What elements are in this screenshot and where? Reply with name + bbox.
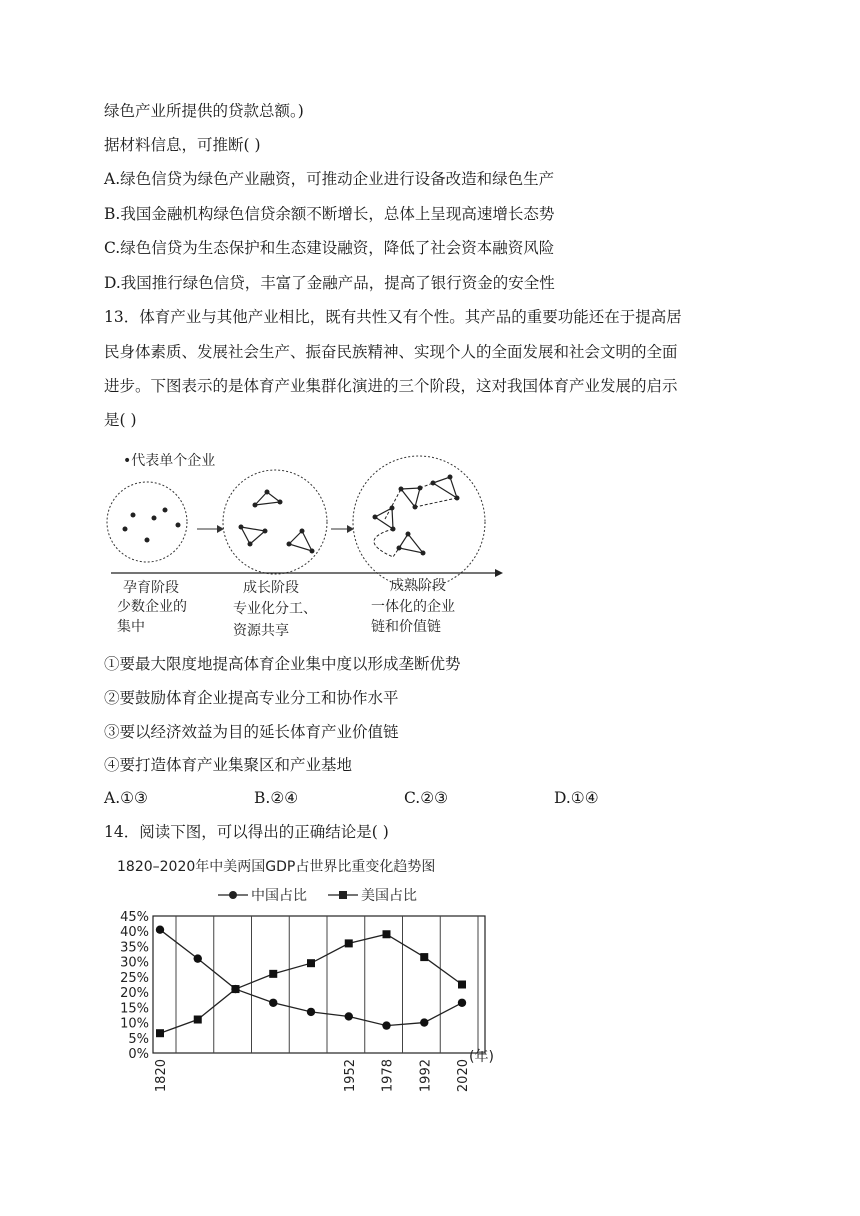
stage3-title: 成熟阶段 bbox=[390, 578, 446, 594]
legend-usa: 美国占比 bbox=[361, 888, 417, 904]
y-tick-label: 10% bbox=[120, 1016, 149, 1032]
y-tick-label: 40% bbox=[120, 925, 149, 941]
option-d: D.我国推行绿色信贷，丰富了金融产品，提高了银行资金的安全性 bbox=[104, 274, 555, 292]
stage3-chain bbox=[375, 477, 457, 553]
option-c: C.绿色信贷为生态保护和生态建设融资，降低了社会资本融资风险 bbox=[104, 239, 555, 257]
china-point bbox=[345, 1012, 353, 1020]
y-tick-label: 25% bbox=[120, 970, 149, 986]
china-point bbox=[194, 954, 202, 962]
china-point bbox=[156, 926, 164, 934]
arrow-icon bbox=[217, 525, 224, 533]
y-tick-label: 0% bbox=[128, 1047, 149, 1062]
choice-d: D.①④ bbox=[554, 789, 599, 807]
y-tick-label: 20% bbox=[120, 986, 149, 1002]
choice-c: C.②③ bbox=[404, 789, 449, 807]
y-tick-label: 5% bbox=[128, 1031, 149, 1047]
choice-b: B.②④ bbox=[254, 789, 299, 807]
chart-title: 1820–2020年中美两国GDP占世界比重变化趋势图 bbox=[117, 859, 436, 875]
china-point bbox=[420, 1018, 428, 1026]
plot-frame bbox=[153, 916, 485, 1053]
x-axis-label: (年) bbox=[469, 1049, 494, 1065]
chart-legend bbox=[218, 887, 417, 904]
stage2-circle bbox=[223, 470, 327, 574]
usa-point bbox=[458, 981, 466, 989]
choice-a: A.①③ bbox=[104, 789, 148, 807]
x-tick-label: 1820 bbox=[154, 1059, 169, 1093]
stage1-title: 孕育阶段 bbox=[123, 580, 179, 596]
statement-4: ④要打造体育产业集聚区和产业基地 bbox=[104, 756, 353, 774]
usa-point bbox=[345, 939, 353, 947]
question-13-line2: 民身体素质、发展社会生产、振奋民族精神、实现个人的全面发展和社会文明的全面 bbox=[104, 343, 678, 361]
question-stem: 据材料信息，可推断( ) bbox=[104, 136, 261, 154]
series-line bbox=[160, 934, 462, 1033]
usa-point bbox=[232, 985, 240, 993]
y-tick-label: 45% bbox=[120, 910, 149, 925]
usa-point bbox=[383, 930, 391, 938]
y-tick-label: 15% bbox=[120, 1001, 149, 1017]
legend-china: 中国占比 bbox=[251, 888, 307, 904]
cluster-diagram bbox=[105, 445, 505, 645]
stage2-desc: 专业化分工、 bbox=[233, 601, 317, 617]
usa-point bbox=[307, 959, 315, 967]
usa-point bbox=[156, 1029, 164, 1037]
legend-square-icon bbox=[339, 891, 347, 899]
stage2-title: 成长阶段 bbox=[243, 580, 299, 596]
stage1-desc2: 集中 bbox=[117, 619, 145, 635]
usa-point bbox=[194, 1016, 202, 1024]
stage1-desc: 少数企业的 bbox=[117, 599, 187, 615]
question-13-line1: 13．体育产业与其他产业相比，既有共性又有个性。其产品的重要功能还在于提高居 bbox=[104, 308, 682, 326]
arrow-icon bbox=[347, 525, 354, 533]
question-14: 14．阅读下图，可以得出的正确结论是( ) bbox=[104, 823, 389, 841]
x-tick-label: 1978 bbox=[380, 1059, 396, 1093]
china-point bbox=[307, 1008, 315, 1016]
statement-3: ③要以经济效益为目的延长体育产业价值链 bbox=[104, 723, 399, 741]
y-tick-label: 30% bbox=[120, 955, 149, 971]
usa-point bbox=[269, 970, 277, 978]
stage3-desc2: 链和价值链 bbox=[371, 619, 441, 635]
stage3-desc: 一体化的企业 bbox=[371, 599, 455, 615]
stage1-circle bbox=[107, 482, 187, 562]
y-tick-label: 35% bbox=[120, 940, 149, 956]
china-point bbox=[269, 999, 277, 1007]
option-b: B.我国金融机构绿色信贷余额不断增长，总体上呈现高速增长态势 bbox=[104, 205, 555, 223]
statement-1: ①要最大限度地提高体育企业集中度以形成垄断优势 bbox=[104, 655, 461, 673]
legend-circle-icon bbox=[229, 891, 237, 899]
text-line: 绿色产业所提供的贷款总额。) bbox=[104, 102, 304, 120]
stage1-dots bbox=[123, 508, 181, 543]
statement-2: ②要鼓励体育企业提高专业分工和协作水平 bbox=[104, 689, 399, 707]
stage2-desc2: 资源共享 bbox=[233, 623, 289, 639]
china-point bbox=[458, 999, 466, 1007]
x-tick-label: 1992 bbox=[418, 1059, 434, 1093]
x-tick-label: 2020 bbox=[456, 1059, 471, 1093]
usa-point bbox=[420, 953, 428, 961]
option-a: A.绿色信贷为绿色产业融资，可推动企业进行设备改造和绿色生产 bbox=[104, 170, 555, 188]
question-13-line4: 是( ) bbox=[104, 411, 137, 429]
x-tick-label: 1952 bbox=[342, 1059, 358, 1093]
diagram-legend: •代表单个企业 bbox=[123, 453, 216, 469]
gdp-chart bbox=[105, 853, 515, 1103]
stage3-circle bbox=[353, 456, 485, 588]
china-point bbox=[382, 1021, 390, 1029]
question-13-line3: 进步。下图表示的是体育产业集群化演进的三个阶段，这对我国体育产业发展的启示 bbox=[104, 377, 678, 395]
